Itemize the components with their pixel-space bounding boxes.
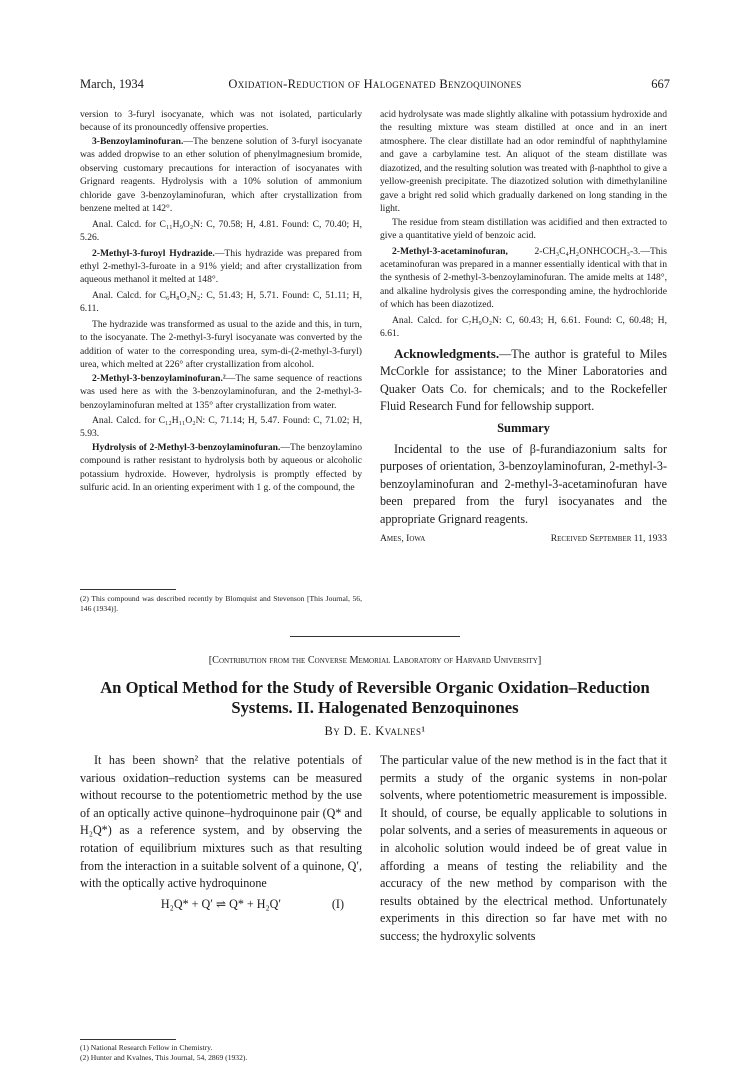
analysis-line: Anal. Calcd. for C₁₂H₁₁O₂N: C, 71.14; H, 5.47. Found: C, 71.02; H, 5.93. (80, 414, 362, 440)
footnote: (1) National Research Fellow in Chemistry. (80, 1043, 213, 1052)
equation-number: (I) (331, 896, 344, 911)
footnote-rule (80, 1039, 176, 1040)
paragraph: 2-Methyl-3-acetaminofuran, 2-CH₃C₄H₂ONHCOCH₃-3.—This acetaminofuran was prepared in a manner essentially identical with that in the synthesis of 2-methyl-3-benzoylaminofuran. The amide melts at 148°, and alkaline hydrolysis gives the corresponding amine, the hydrochloride of which has been diazotized. (380, 245, 667, 311)
author-byline: By D. E. Kvalnes¹ (324, 724, 426, 738)
summary-heading: Summary (497, 421, 550, 436)
equation: H₂Q* + Q′ ⇌ Q* + H₂Q′ (I) (80, 896, 362, 914)
section-heading: 2-Methyl-3-furoyl Hydrazide. (92, 247, 215, 259)
top-left-column (80, 108, 362, 495)
paragraph: Hydrolysis of 2-Methyl-3-benzoylaminofuran.—The benzoylamino compound is rather resistant to hydrolysis both by aqueous or alcoholic potassium hydroxide. However, hydrolysis is promptly effected by sulfuric acid. In an orienting experiment with 1 g. of the compound, the (80, 441, 362, 494)
analysis-line: Anal. Calcd. for C₇H₉O₂N: C, 60.43; H, 6.61. Found: C, 60.48; H, 6.61. (380, 314, 667, 340)
acknowledgments: Acknowledgments.—The author is grateful to Miles McCorkle for assistance; to the Miner Laboratories and Quaker Oats Co. for chemicals; and to the Rockefeller Fluid Research Fund for fellowship support. Summary Incidental to the use of β-furandiazonium salts for purposes of orientation, 3-benzoylaminofuran, 2-methyl-3-benzoylaminofuran and 2-methyl-3-acetaminofuran have been prepared from the furyl isocyanates and the appropriate Grignard reagents. (380, 345, 667, 529)
article-right-column (380, 752, 667, 946)
section-heading: 3-Benzoylaminofuran. (92, 135, 184, 147)
paragraph: It has been shown² that the relative potentials of various oxidation–reduction systems can be measured without recourse to the potentiometric method by the use of an optically active quinone–hydroquinone pair (Q* and H₂Q*) as a reference system, and by observing the rotation of equilibrium mixtures such as that resulting from the interaction in a suitable solvent of a quinone, Q′, with the optically active hydroquinone (80, 753, 362, 891)
paragraph: 2-Methyl-3-furoyl Hydrazide.—This hydrazide was prepared from ethyl 2-methyl-3-furoate in a 91% yield; and after crystallization from aqueous methanol it melted at 148°. (80, 247, 362, 286)
footnote: (2) Hunter and Kvalnes, This Journal, 54, 2869 (1932). (80, 1053, 248, 1062)
analysis-line: Anal. Calcd. for C₆H₈O₂N₂: C, 51.43; H, 5.71. Found: C, 51.11; H, 6.11. (80, 289, 362, 315)
signature-line (380, 532, 667, 546)
analysis-line: Anal. Calcd. for C₁₁H₉O₂N: C, 70.58; H, 4.81. Found: C, 70.40; H, 5.26. (80, 218, 362, 244)
location: Ames, Iowa (380, 532, 426, 544)
paragraph: 3-Benzoylaminofuran.—The benzene solution of 3-furyl isocyanate was added dropwise to an ether solution of phenylmagnesium bromide, observing customary precautions for interaction of isocyanates with Grignard reagents. Hydrolysis with a 10% solution of ammonium chloride gave 3-benzoylaminofuran, which after crystallization from benzene melted at 142°. (80, 135, 362, 215)
header-date: March, 1934 (80, 77, 144, 91)
paragraph: The hydrazide was transformed as usual to the azide and this, in turn, to the isocyanate. The 2-methyl-3-furyl isocyanate was converted by the addition of water to the corresponding urea, sym-di-(2-methyl-3-furyl) urea, which melted at 226° after crystallization from alcohol. (80, 318, 362, 371)
article-title: An Optical Method for the Study of Reversible Organic Oxidation–Reduction Systems. II. Halogenated Benzoquinones (100, 678, 650, 717)
footnote-rule (80, 589, 176, 590)
paragraph: acid hydrolysate was made slightly alkaline with potassium hydroxide and the resulting mixture was steam distilled at once and in an inert atmosphere. The clear distillate had an odor remindful of naphthylamine and gave a carbylamine test. An aliquot of the steam distillate was diazotized, and the resulting solution was treated with β-naphthol to give a yellow-greenish precipitate. The diazotized solution with dimethylaniline gave a bright red solid which gradually darkened on long standing in the light. (380, 109, 667, 215)
summary-text: Incidental to the use of β-furandiazonium salts for purposes of orientation, 3-benzoylaminofuran, 2-methyl-3-benzoylaminofuran and 2-methyl-3-acetaminofuran have been prepared from the furyl isocyanates and the appropriate Grignard reagents. (380, 441, 667, 527)
paragraph: version to 3-furyl isocyanate, which was not isolated, particularly because of its pronouncedly offensive properties. (80, 109, 362, 134)
section-heading: 2-Methyl-3-acetaminofuran, (392, 245, 508, 257)
paragraph: 2-Methyl-3-benzoylaminofuran.²—The same sequence of reactions was used here as with the 3-benzoylaminofuran, and the 2-methyl-3-benzoylaminofuran melted at 135° after crystallization from water. (80, 372, 362, 411)
acknowledgments-heading: Acknowledgments. (394, 345, 500, 361)
running-header (80, 77, 670, 95)
footnote: (2) This compound was described recently by Blomquist and Stevenson [This Journal, 56, 146 (1934)]. (80, 594, 362, 613)
header-page-number: 667 (651, 77, 670, 91)
paragraph: The particular value of the new method is in the fact that it permits a study of the organic systems in non-polar solvents, where potentiometric measurement is impossible. It should, of course, be equally applicable to solutions in polar solvents, and a series of measurements in aqueous or in alcoholic solution would indeed be of great value in affording a means of testing the reliability and the accuracy of the new method by comparison with the results obtained by the electrical method. Unfortunately experiments in this direction so far have met with no success; the hydroxylic solvents (380, 753, 667, 943)
contribution-line: [Contribution from the Converse Memorial Laboratory of Harvard University] (208, 655, 542, 666)
section-heading: Hydrolysis of 2-Methyl-3-benzoylaminofuran. (92, 441, 281, 453)
footnotes (80, 1043, 362, 1063)
paragraph: The residue from steam distillation was acidified and then extracted to give a quantitative yield of benzoic acid. (380, 216, 667, 242)
top-right-column (380, 108, 667, 546)
article-left-column (80, 752, 362, 916)
header-running-title: Oxidation-Reduction of Halogenated Benzoquinones (228, 77, 522, 91)
article-separator (290, 636, 460, 637)
received-date: Received September 11, 1933 (550, 532, 667, 544)
section-heading: 2-Methyl-3-benzoylaminofuran.² (92, 372, 226, 384)
